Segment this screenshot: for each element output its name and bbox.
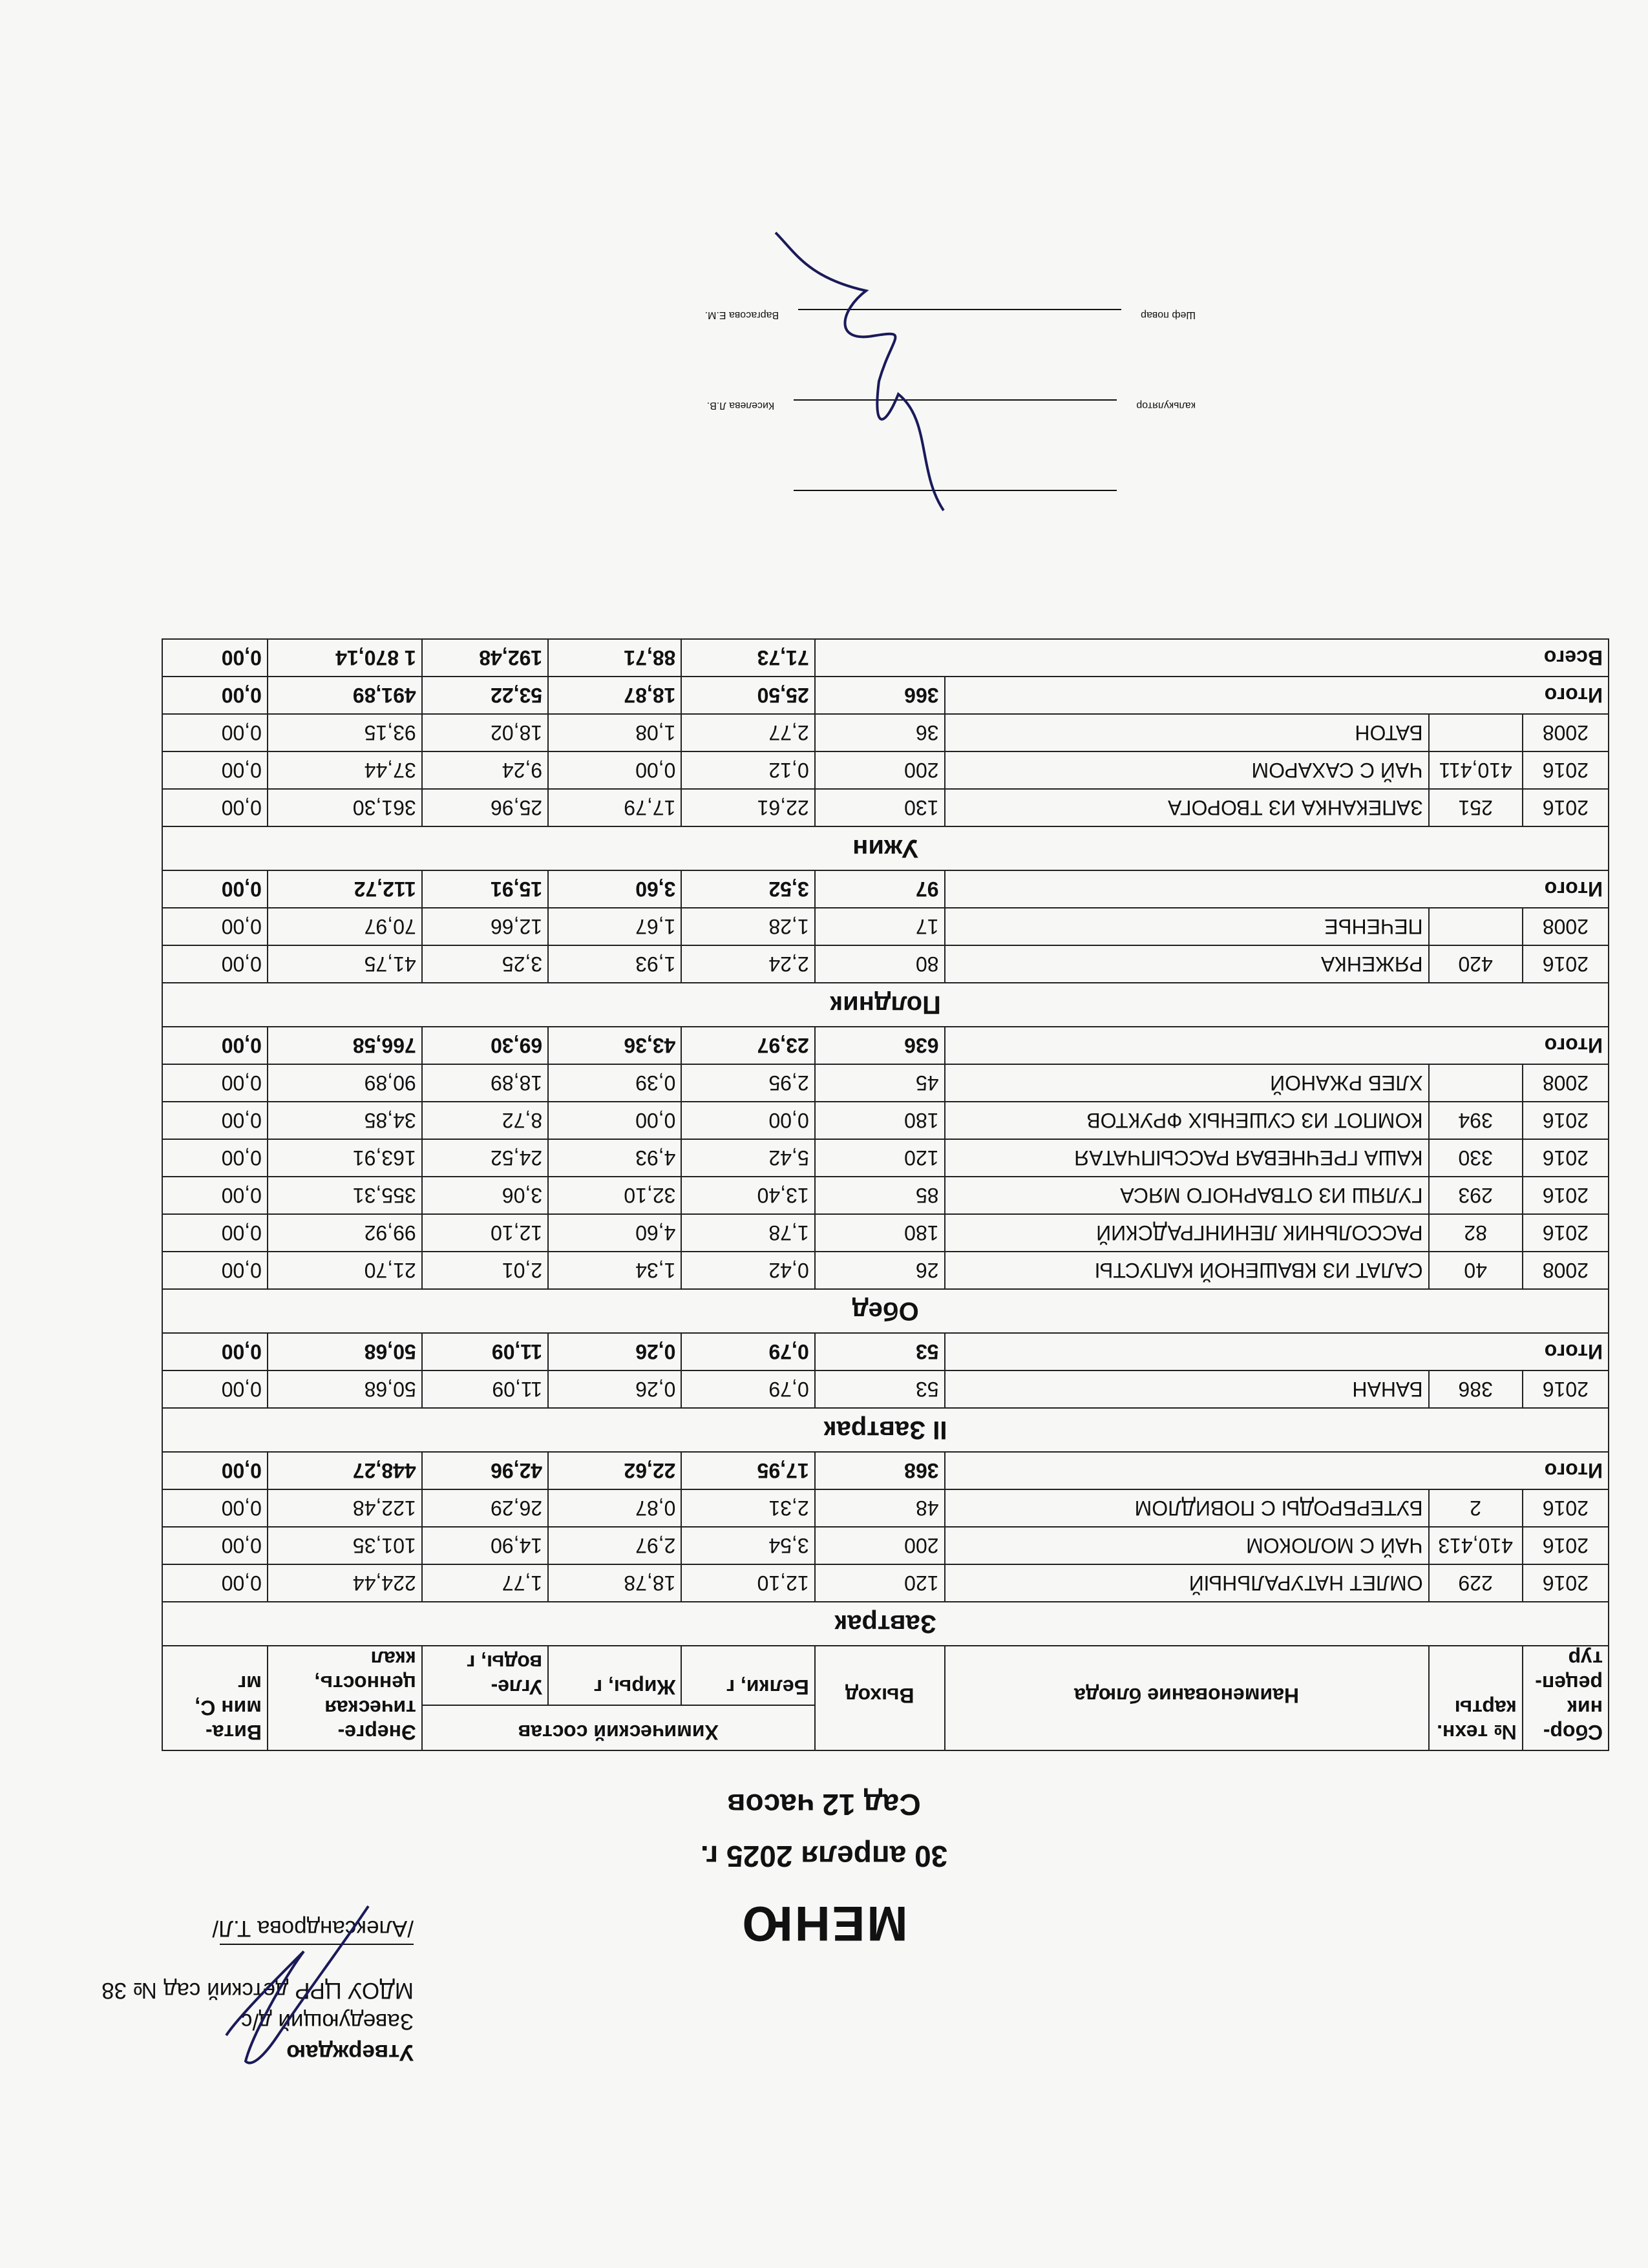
section-row	[162, 1602, 1609, 1646]
table-cell: 17	[815, 908, 945, 945]
total-row	[162, 1027, 1609, 1064]
table-cell: ЧАЙ С МОЛОКОМ	[945, 1527, 1429, 1564]
table-cell: КАША ГРЕЧНЕВАЯ РАССЫПЧАТАЯ	[945, 1139, 1429, 1177]
total-cell: 366	[815, 677, 945, 714]
table-row	[162, 908, 1609, 945]
table-cell: 101,35	[268, 1527, 422, 1564]
header-sbornik: Сбор- ник рецеп- тур	[1523, 1646, 1609, 1750]
table-cell: 2016	[1523, 1139, 1609, 1177]
section-title: Ужин	[162, 826, 1609, 870]
table-cell: 0,00	[162, 945, 268, 983]
table-cell: 32,10	[548, 1177, 681, 1214]
table-cell: 1,78	[681, 1214, 814, 1252]
table-cell: РАССОЛЬНИК ЛЕНИНГРАДСКИЙ	[945, 1214, 1429, 1252]
grand-total-cell: 1 870,14	[268, 639, 422, 677]
table-cell: 0,00	[548, 1102, 681, 1139]
table-cell: 82	[1429, 1214, 1523, 1252]
grand-total-cell: 0,00	[162, 639, 268, 677]
table-cell: 48	[815, 1489, 945, 1527]
table-cell: 26,29	[422, 1489, 548, 1527]
table-cell: 163,91	[268, 1139, 422, 1177]
total-cell: 53,22	[422, 677, 548, 714]
approval-organization: МДОУ ЦРР детский сад № 38	[101, 1978, 414, 2003]
total-cell: 491,89	[268, 677, 422, 714]
table-cell: 40	[1429, 1252, 1523, 1289]
table-cell: 1,28	[681, 908, 814, 945]
table-cell: 36	[815, 714, 945, 751]
total-cell: 42,96	[422, 1452, 548, 1489]
total-row	[162, 1333, 1609, 1370]
section-title: Полдник	[162, 983, 1609, 1027]
table-cell: 5,42	[681, 1139, 814, 1177]
table-cell: 2016	[1523, 1370, 1609, 1408]
table-row	[162, 1564, 1609, 1602]
table-cell: 2016	[1523, 1102, 1609, 1139]
section-title: II Завтрак	[162, 1408, 1609, 1452]
total-cell: 25,50	[681, 677, 814, 714]
table-cell	[1429, 908, 1523, 945]
table-row	[162, 1064, 1609, 1102]
table-cell: 0,00	[162, 1527, 268, 1564]
table-cell: 394	[1429, 1102, 1523, 1139]
total-row	[162, 1452, 1609, 1489]
table-cell: 2008	[1523, 714, 1609, 751]
grand-total-row	[162, 639, 1609, 677]
table-cell: 410,411	[1429, 751, 1523, 789]
table-cell: 0,00	[548, 751, 681, 789]
table-cell: САЛАТ ИЗ КВАШЕНОЙ КАПУСТЫ	[945, 1252, 1429, 1289]
header-fat: Жиры, г	[548, 1646, 681, 1705]
table-row	[162, 1489, 1609, 1527]
table-cell: 2,77	[681, 714, 814, 751]
table-cell: 2008	[1523, 1064, 1609, 1102]
table-cell: 0,26	[548, 1370, 681, 1408]
table-row	[162, 1252, 1609, 1289]
table-cell: 2,95	[681, 1064, 814, 1102]
table-cell: 37,44	[268, 751, 422, 789]
total-cell: 50,68	[268, 1333, 422, 1370]
header-protein: Белки, г	[681, 1646, 814, 1705]
total-cell: 0,26	[548, 1333, 681, 1370]
total-cell: 3,52	[681, 870, 814, 908]
table-cell: 4,60	[548, 1214, 681, 1252]
total-cell: 23,97	[681, 1027, 814, 1064]
grand-total-label: Всего	[815, 639, 1609, 677]
table-cell: 120	[815, 1564, 945, 1602]
table-row	[162, 1177, 1609, 1214]
table-cell: 0,00	[162, 1064, 268, 1102]
total-cell: 0,00	[162, 1333, 268, 1370]
table-cell: 2,01	[422, 1252, 548, 1289]
table-cell: 0,42	[681, 1252, 814, 1289]
section-row	[162, 983, 1609, 1027]
table-cell: 2016	[1523, 1177, 1609, 1214]
table-cell: 0,87	[548, 1489, 681, 1527]
table-cell: 0,00	[162, 1214, 268, 1252]
table-cell: 2016	[1523, 1527, 1609, 1564]
total-cell: 69,30	[422, 1027, 548, 1064]
table-cell: 41,75	[268, 945, 422, 983]
total-cell: 0,00	[162, 677, 268, 714]
menu-body	[162, 639, 1609, 1646]
table-cell: 11,09	[422, 1370, 548, 1408]
table-cell: 34,85	[268, 1102, 422, 1139]
table-cell	[1429, 1064, 1523, 1102]
header-chem: Химический состав	[422, 1705, 815, 1750]
calc-name: Киселева Л.В.	[706, 400, 775, 411]
total-cell: 17,95	[681, 1452, 814, 1489]
total-label: Итого	[945, 1027, 1609, 1064]
table-cell: 2016	[1523, 1564, 1609, 1602]
table-cell: 2,24	[681, 945, 814, 983]
table-cell: 2016	[1523, 751, 1609, 789]
table-cell: 410,413	[1429, 1527, 1523, 1564]
table-cell: 1,77	[422, 1564, 548, 1602]
table-cell: 2008	[1523, 1252, 1609, 1289]
grand-total-cell: 71,73	[681, 639, 814, 677]
total-label: Итого	[945, 677, 1609, 714]
table-cell: 120	[815, 1139, 945, 1177]
table-cell: 386	[1429, 1370, 1523, 1408]
table-cell: 1,34	[548, 1252, 681, 1289]
total-cell: 3,60	[548, 870, 681, 908]
table-row	[162, 1214, 1609, 1252]
header-vitc: Вита- мин С, мг	[162, 1646, 268, 1750]
menu-table	[162, 638, 1609, 1751]
table-cell: 2016	[1523, 1489, 1609, 1527]
total-row	[162, 870, 1609, 908]
section-row	[162, 1408, 1609, 1452]
calc-label: калькулятор	[1136, 400, 1196, 411]
table-cell: 180	[815, 1214, 945, 1252]
total-label: Итого	[945, 1333, 1609, 1370]
table-cell: 1,67	[548, 908, 681, 945]
table-cell: 122,48	[268, 1489, 422, 1527]
table-cell: 2,31	[681, 1489, 814, 1527]
table-cell: 2016	[1523, 1214, 1609, 1252]
table-cell: 229	[1429, 1564, 1523, 1602]
table-cell: 0,79	[681, 1370, 814, 1408]
total-cell: 448,27	[268, 1452, 422, 1489]
table-cell: 0,00	[162, 1177, 268, 1214]
table-cell: КОМПОТ ИЗ СУШЕНЫХ ФРУКТОВ	[945, 1102, 1429, 1139]
header-output: Выход	[815, 1646, 945, 1750]
total-cell: 0,79	[681, 1333, 814, 1370]
table-cell: 1,93	[548, 945, 681, 983]
approval-heading: Утверждаю	[286, 2040, 414, 2065]
table-cell: 4,93	[548, 1139, 681, 1177]
table-cell: БАНАН	[945, 1370, 1429, 1408]
table-cell: 330	[1429, 1139, 1523, 1177]
table-cell: 26	[815, 1252, 945, 1289]
section-title: Завтрак	[162, 1602, 1609, 1646]
table-cell: 2008	[1523, 908, 1609, 945]
page-title: МЕНЮ	[740, 1896, 908, 1951]
table-cell: 293	[1429, 1177, 1523, 1214]
table-cell: 0,00	[162, 751, 268, 789]
table-cell: 12,66	[422, 908, 548, 945]
table-cell: 420	[1429, 945, 1523, 983]
table-cell: 24,52	[422, 1139, 548, 1177]
approval-name: /Александрова Т.Л/	[212, 1916, 414, 1941]
table-cell: 1,08	[548, 714, 681, 751]
total-cell: 15,91	[422, 870, 548, 908]
header-carb: Угле- воды, г	[422, 1646, 548, 1705]
staff-signature	[763, 226, 969, 523]
table-row	[162, 789, 1609, 826]
section-row	[162, 1289, 1609, 1333]
table-cell: 70,97	[268, 908, 422, 945]
table-cell: 0,00	[162, 1102, 268, 1139]
header-energy: Энерге- тическая ценность, ккал	[268, 1646, 422, 1750]
chef-name: Варгасова Е.М.	[704, 310, 779, 320]
table-cell: 80	[815, 945, 945, 983]
table-cell: БАТОН	[945, 714, 1429, 751]
table-cell: 13,40	[681, 1177, 814, 1214]
table-cell: 12,10	[422, 1214, 548, 1252]
chef-label: Шеф повар	[1141, 310, 1196, 320]
table-cell: 9,24	[422, 751, 548, 789]
header-card: № техн. карты	[1429, 1646, 1523, 1750]
total-cell: 766,58	[268, 1027, 422, 1064]
section-row	[162, 826, 1609, 870]
table-cell: 224,44	[268, 1564, 422, 1602]
total-cell: 636	[815, 1027, 945, 1064]
table-cell: 22,61	[681, 789, 814, 826]
table-cell: 0,00	[681, 1102, 814, 1139]
total-label: Итого	[945, 1452, 1609, 1489]
header-name: Наименование блюда	[945, 1646, 1429, 1750]
table-row	[162, 1139, 1609, 1177]
table-row	[162, 751, 1609, 789]
grand-total-cell: 88,71	[548, 639, 681, 677]
table-cell: 2016	[1523, 945, 1609, 983]
table-cell: ЧАЙ С САХАРОМ	[945, 751, 1429, 789]
table-cell: 0,00	[162, 1564, 268, 1602]
table-cell: 18,89	[422, 1064, 548, 1102]
table-cell: 0,00	[162, 789, 268, 826]
table-row	[162, 1102, 1609, 1139]
table-cell: 18,78	[548, 1564, 681, 1602]
total-cell: 0,00	[162, 870, 268, 908]
table-row	[162, 1370, 1609, 1408]
table-cell: 85	[815, 1177, 945, 1214]
table-cell: 2016	[1523, 789, 1609, 826]
table-cell: ГУЛЯШ ИЗ ОТВАРНОГО МЯСА	[945, 1177, 1429, 1214]
table-cell: 0,39	[548, 1064, 681, 1102]
table-cell: РЯЖЕНКА	[945, 945, 1429, 983]
table-row	[162, 714, 1609, 751]
grand-total-cell: 192,48	[422, 639, 548, 677]
total-row	[162, 677, 1609, 714]
total-cell: 22,62	[548, 1452, 681, 1489]
table-cell: ОМЛЕТ НАТУРАЛЬНЫЙ	[945, 1564, 1429, 1602]
table-cell: 14,90	[422, 1527, 548, 1564]
table-cell: 355,31	[268, 1177, 422, 1214]
total-cell: 97	[815, 870, 945, 908]
total-cell: 53	[815, 1333, 945, 1370]
section-title: Обед	[162, 1289, 1609, 1333]
table-cell: 17,79	[548, 789, 681, 826]
total-label: Итого	[945, 870, 1609, 908]
table-cell: 3,25	[422, 945, 548, 983]
total-cell: 112,72	[268, 870, 422, 908]
table-cell	[1429, 714, 1523, 751]
table-cell: БУТЕРБРОДЫ С ПОВИДЛОМ	[945, 1489, 1429, 1527]
table-cell: 93,15	[268, 714, 422, 751]
table-cell: 361,30	[268, 789, 422, 826]
total-cell: 0,00	[162, 1452, 268, 1489]
approval-position: Заведующий д/с	[241, 2009, 414, 2034]
table-cell: 0,00	[162, 908, 268, 945]
menu-date: 30 апреля 2025 г.	[700, 1840, 948, 1873]
table-cell: 18,02	[422, 714, 548, 751]
table-cell: 45	[815, 1064, 945, 1102]
table-row	[162, 945, 1609, 983]
table-row	[162, 1527, 1609, 1564]
table-cell: 200	[815, 751, 945, 789]
total-cell: 43,36	[548, 1027, 681, 1064]
table-cell: 3,54	[681, 1527, 814, 1564]
table-cell: 2,97	[548, 1527, 681, 1564]
table-cell: 12,10	[681, 1564, 814, 1602]
table-cell: 0,00	[162, 1489, 268, 1527]
table-cell: 3,06	[422, 1177, 548, 1214]
table-cell: 90,89	[268, 1064, 422, 1102]
total-cell: 18,87	[548, 677, 681, 714]
table-cell: 200	[815, 1527, 945, 1564]
total-cell: 368	[815, 1452, 945, 1489]
table-cell: ПЕЧЕНЬЕ	[945, 908, 1429, 945]
table-cell: ЗАПЕКАНКА ИЗ ТВОРОГА	[945, 789, 1429, 826]
table-cell: 0,00	[162, 714, 268, 751]
table-cell: 0,00	[162, 1139, 268, 1177]
table-cell: 25,96	[422, 789, 548, 826]
table-cell: 130	[815, 789, 945, 826]
table-cell: 50,68	[268, 1370, 422, 1408]
table-cell: 8,72	[422, 1102, 548, 1139]
total-cell: 11,09	[422, 1333, 548, 1370]
table-cell: 0,12	[681, 751, 814, 789]
total-cell: 0,00	[162, 1027, 268, 1064]
table-cell: 0,00	[162, 1252, 268, 1289]
table-cell: 0,00	[162, 1370, 268, 1408]
table-cell: 53	[815, 1370, 945, 1408]
table-cell: 180	[815, 1102, 945, 1139]
table-cell: 251	[1429, 789, 1523, 826]
table-cell: 2	[1429, 1489, 1523, 1527]
table-cell: 21,70	[268, 1252, 422, 1289]
table-cell: 99,92	[268, 1214, 422, 1252]
table-cell: ХЛЕБ РЖАНОЙ	[945, 1064, 1429, 1102]
menu-subtitle: Сад 12 часов	[727, 1788, 921, 1822]
